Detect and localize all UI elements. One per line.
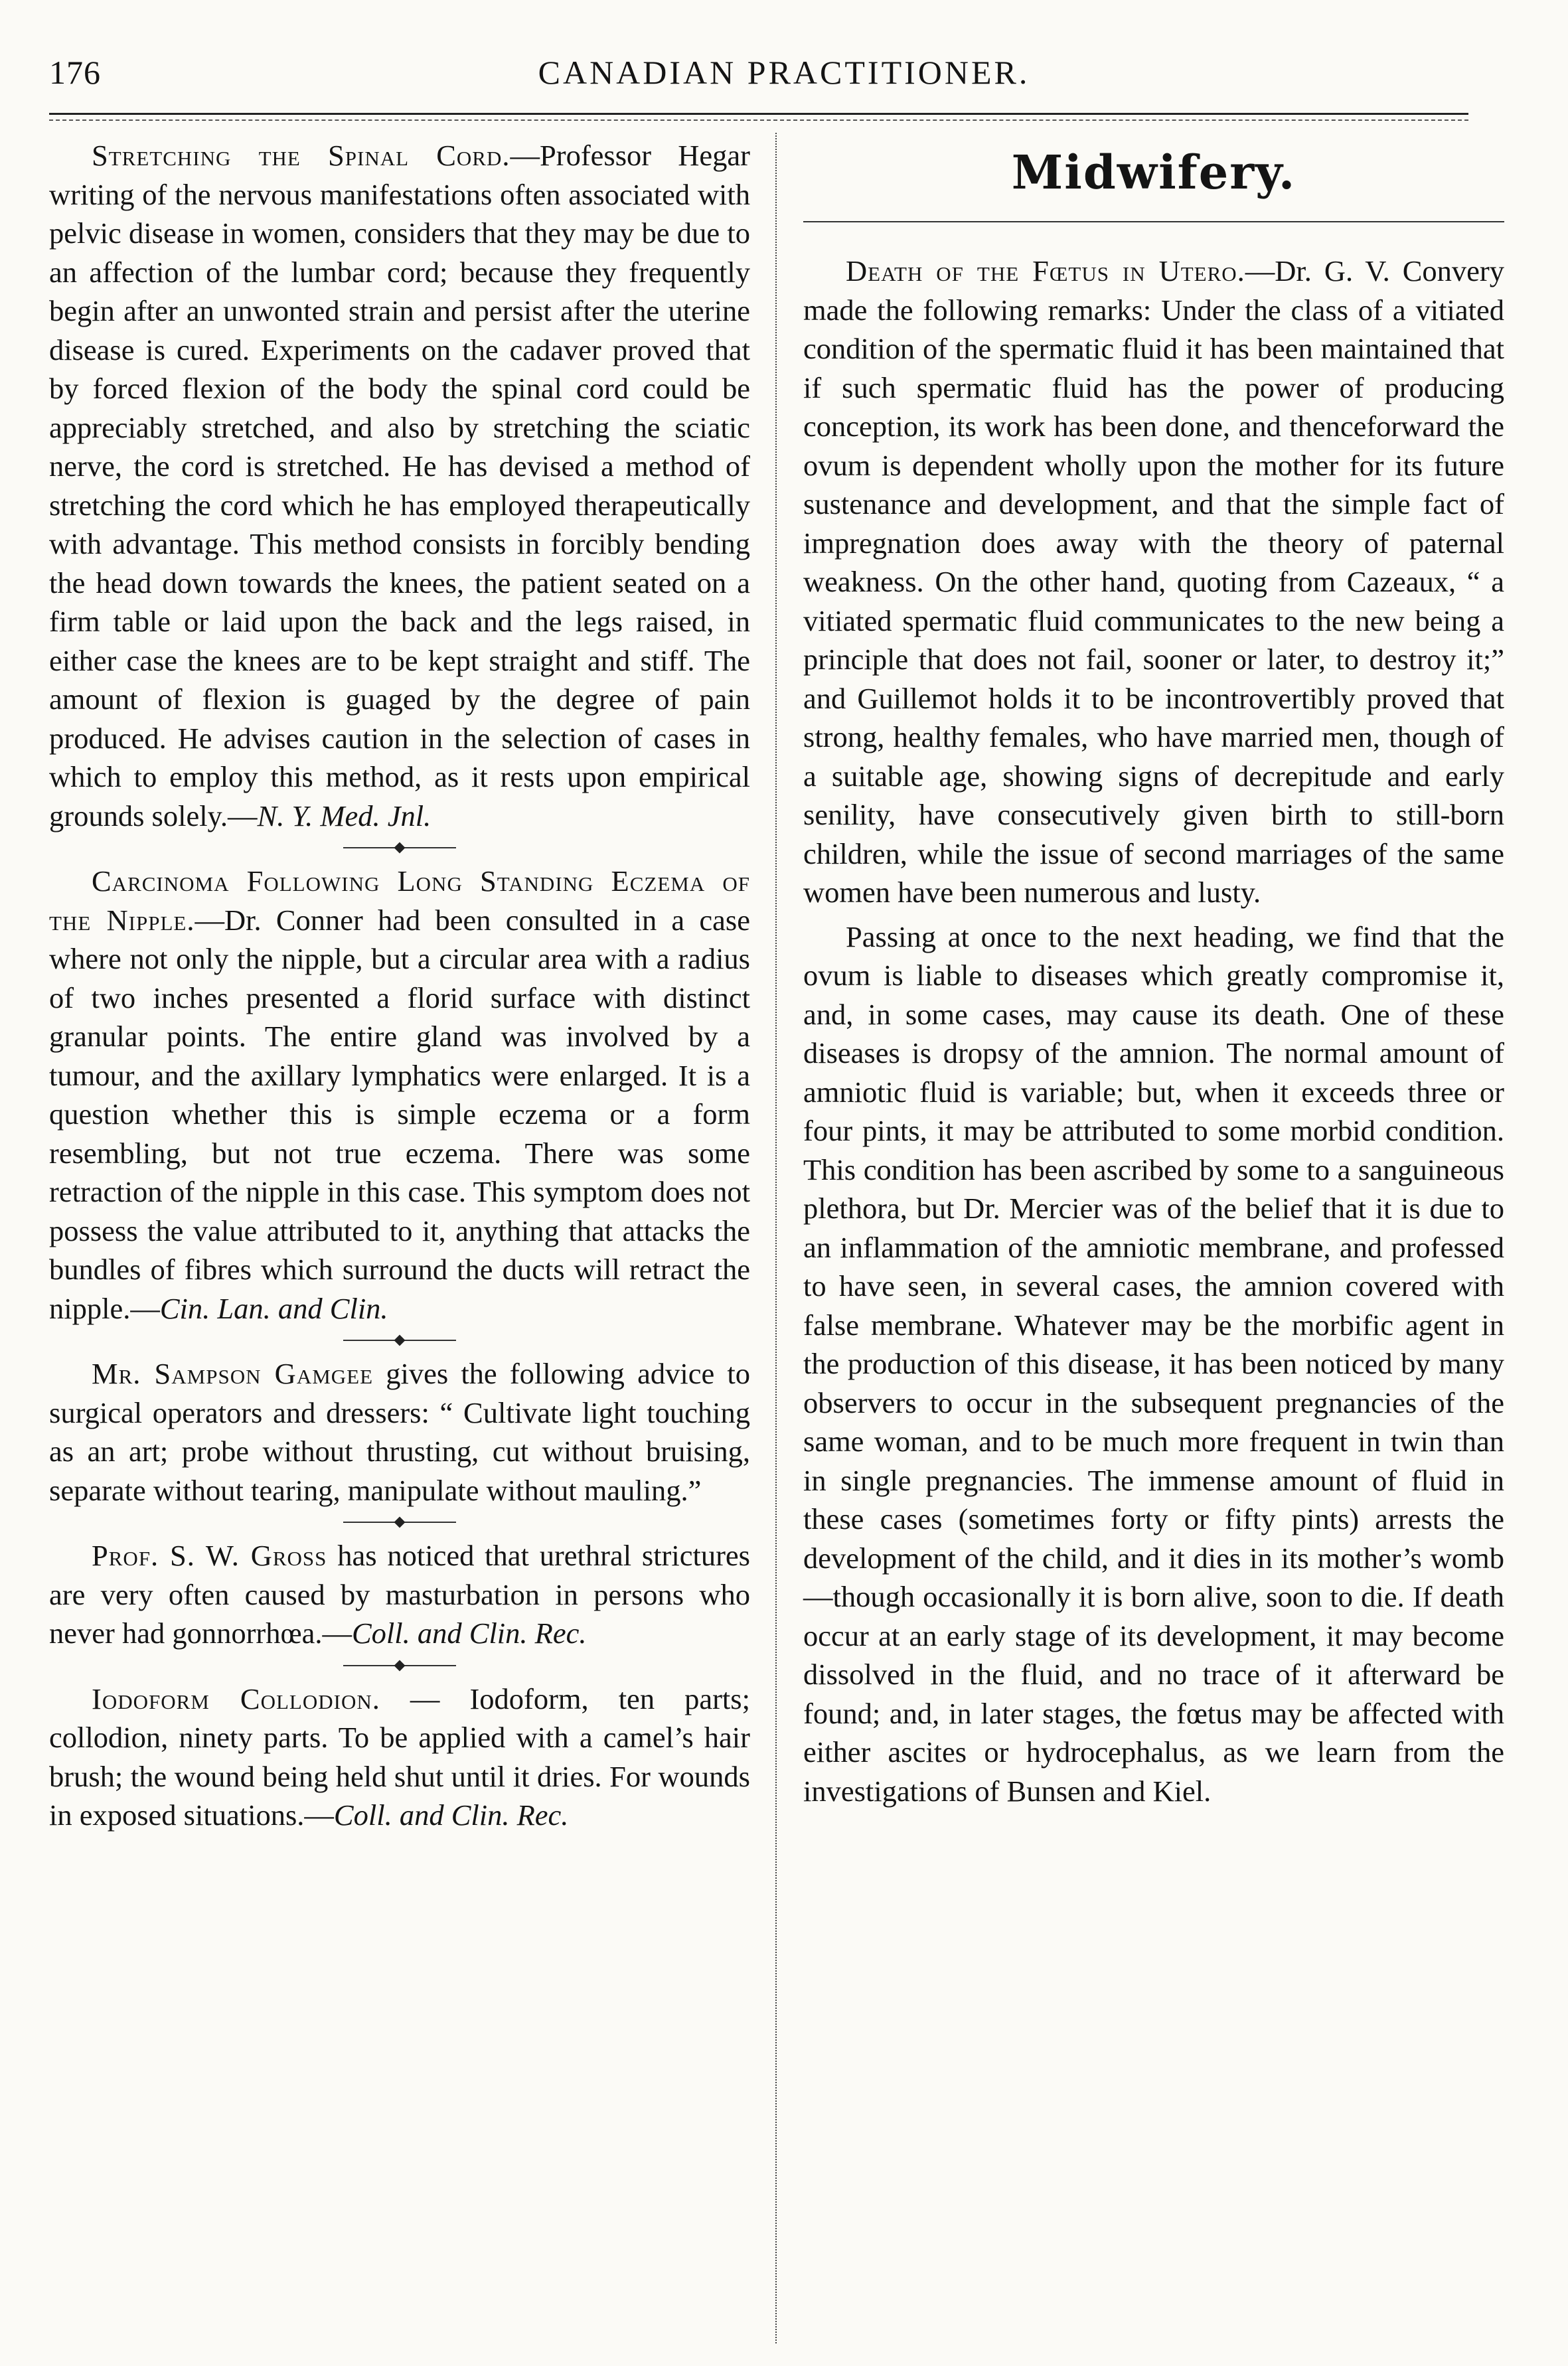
left-column xyxy=(49,136,750,1840)
article-body: gives the following advice to surgical operators and dressers: “ Cultivate light touching as an art; probe without thrusting, cut without bruising, separate without tearing, manipulate without mauling.” xyxy=(49,1357,750,1507)
article-title: Iodoform Collodion. xyxy=(92,1682,380,1715)
article-body: —Dr. Conner had been consulted in a case where not only the nipple, but a circular area with a radius of two inches presented a florid surface with distinct granular points. The entire gland was involved by a tumour, and the axillary lymphatics were enlarged. It is a question whether this is simple eczema or a form resembling, but not true eczema. There was some retraction of the nipple in this case. This symptom does not possess the value attributed to it, anything that attacks the bundles of fibres which surround the ducts will retract the nipple.— xyxy=(49,903,750,1325)
header-rule xyxy=(49,113,1468,115)
article-body: — Iodoform, ten parts; collodion, ninety parts. To be applied with a camel’s hair brush; the wound being held shut until it dries. For wounds in exposed situations.— xyxy=(49,1682,750,1832)
article-body: has noticed that urethral strictures are very often caused by masturbation in persons who never had gonnorrhœa.— xyxy=(49,1539,750,1650)
section-ornament xyxy=(343,1336,456,1345)
article-carcinoma-eczema-nipple xyxy=(49,862,750,1328)
section-ornament xyxy=(343,1518,456,1527)
right-column xyxy=(803,136,1504,1816)
running-title: CANADIAN PRACTITIONER. xyxy=(538,54,1030,91)
article-source: Cin. Lan. and Clin. xyxy=(159,1291,388,1325)
article-body: —Professor Hegar writing of the nervous manifestations often associated with pelvic disease in women, considers that they may be due to an affection of the lumbar cord; because they frequently begin after an unwonted strain and persist after the uterine disease is cured. Experiments on the cadaver proved that by forced flexion of the body the spinal cord could be appreciably stretched, and also by stretching the sciatic nerve, the cord is stretched. He has devised a method of stretching the cord which he has employed therapeutically with advantage. This method consists in forcibly bending the head down towards the knees, the patient seated on a firm table or laid upon the back and the legs raised, in either case the knees are to be kept straight and stiff. The amount of flexion is guaged by the degree of pain produced. He advises caution in the selection of cases in which to employ this method, as it rests upon empirical grounds solely.— xyxy=(49,139,750,832)
page-number: 176 xyxy=(49,54,101,91)
article-title: Stretching the Spinal Cord. xyxy=(92,139,510,172)
article-title: Mr. Sampson Gamgee xyxy=(92,1357,374,1390)
section-ornament xyxy=(343,1661,456,1670)
article-title: Prof. S. W. Gross xyxy=(92,1539,327,1572)
article-body: —Dr. G. V. Convery made the following remarks: Under the class of a vitiated condition of the spermatic fluid it has been maintained that if such spermatic fluid has the power of producing conception, its work has been done, and thenceforward the ovum is dependent wholly upon the mother for its future sustenance and development, and that the simple fact of impregnation does away with the theory of paternal weakness. On the other hand, quoting from Cazeaux, “ a vitiated spermatic fluid communicates to the new being a principle that does not fail, sooner or later, to destroy it;” and Guillemot holds it to be incontrovertibly proved that strong, healthy females, who have married men, though of a suitable age, showing signs of decrepitude and early senility, have consecutively given birth to still-born children, while the issue of second marriages of the same women have been numerous and lusty. xyxy=(803,254,1504,909)
header-rule-dashed xyxy=(49,119,1468,121)
page-header xyxy=(0,53,1568,106)
article-death-of-foetus-continued: Passing at once to the next heading, we find that the ovum is liable to diseases which greatly compromise it, and, in some cases, may cause its death. One of these diseases is dropsy of the amnion. The normal amount of amniotic fluid is variable; but, when it exceeds three or four pints, it may be attributed to some morbid condition. This condition has been ascribed by some to a sanguineous plethora, but Dr. Mercier was of the belief that it is due to an inflammation of the amniotic membrane, and professed to have seen, in several cases, the amnion covered with false membrane. Whatever may be the morbific agent in the production of this disease, it has been noticed by many observers to occur in the subsequent pregnancies of the same woman, and to be much more frequent in twin than in single pregnancies. The immense amount of fluid in these cases (sometimes forty or fifty pints) arrests the development of the child, and it dies in its mother’s womb—though occasionally it is born alive, soon to die. If death occur at an early stage of its development, it may become dissolved in the fluid, and no trace of it afterward be found; and, in later stages, the fœtus may be affected with either ascites or hydrocephalus, as we learn from the investigations of Bunsen and Kiel. xyxy=(803,919,1504,1808)
article-iodoform-collodion xyxy=(49,1680,750,1835)
article-title: Death of the Fœtus in Utero. xyxy=(846,254,1245,287)
article-source: Coll. and Clin. Rec. xyxy=(333,1798,569,1832)
article-stretching-spinal-cord xyxy=(49,136,750,835)
article-gross-strictures xyxy=(49,1536,750,1653)
article-source: N. Y. Med. Jnl. xyxy=(257,799,431,832)
article-death-of-foetus xyxy=(803,252,1504,912)
section-heading-midwifery: Midwifery. xyxy=(1011,145,1296,200)
article-title: Carcinoma Following Long Standing Eczema of the Nipple. xyxy=(49,864,750,937)
article-source: Coll. and Clin. Rec. xyxy=(351,1617,587,1650)
column-divider xyxy=(775,133,777,2343)
article-sampson-gamgee xyxy=(49,1354,750,1510)
section-ornament xyxy=(343,843,456,852)
section-heading-rule xyxy=(803,221,1504,222)
